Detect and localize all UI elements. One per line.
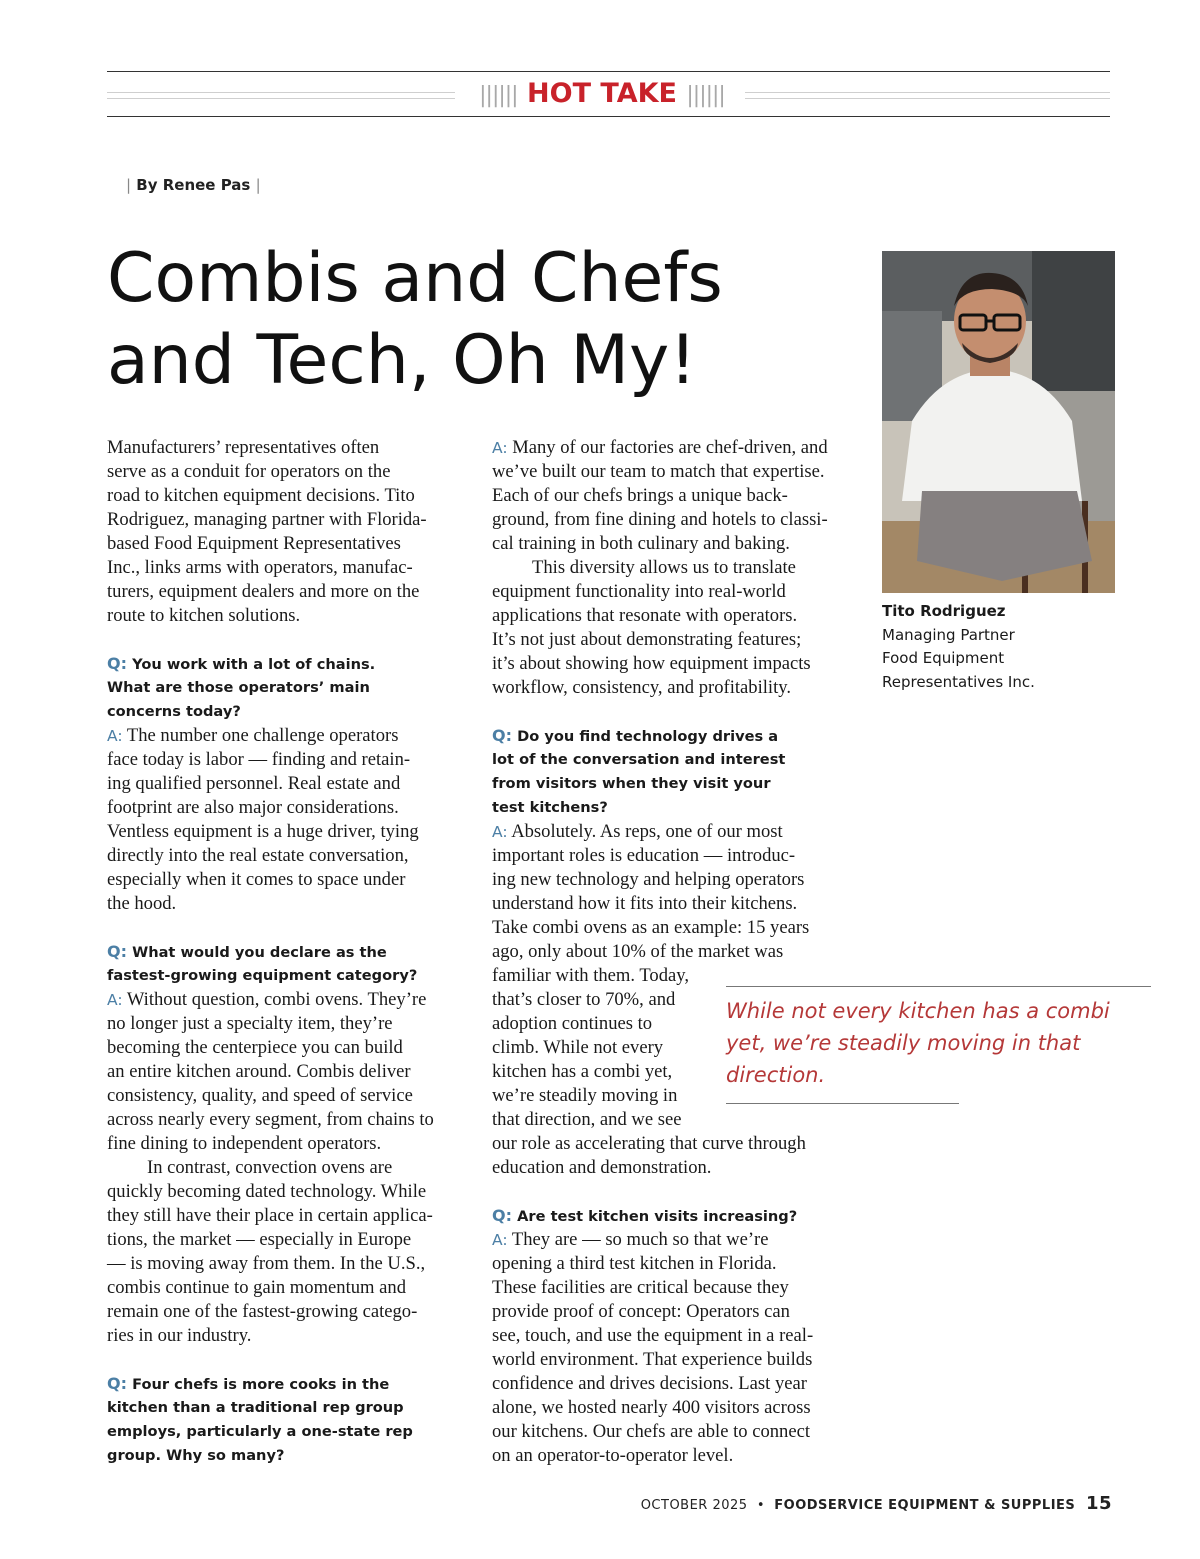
header-top-rule [107,71,1110,72]
answer-3: A: Many of our factories are chef-driven, and we’ve built our team to match that expertise. Each of our chefs brings a unique back- ground, from fine dining and hotels to classi- cal training in both culinary and baking. This diversity allows us to translate equipment functionality into real-world applications that resonate with operators. It’s not just about demonstrating features; it’s about showing how equipment impacts workflow, consistency, and profitability. [492,437,828,698]
question-4: Q: Do you find technology drives a lot of the conversation and interest from visitors when they visit your test kitchens? [492,726,786,816]
photo-caption [882,600,1112,694]
footer-bullet: • [756,1498,765,1513]
caption-company: Food Equipment [882,649,1005,667]
answer-marker: A: [492,439,508,457]
page-footer [641,1493,1112,1514]
question-marker: Q: [107,1374,127,1393]
section-label-text: HOT TAKE [527,78,677,109]
answer-marker: A: [107,727,123,745]
question-1: Q: You work with a lot of chains. What are those operators’ main concerns today? [107,654,376,720]
article-column-1 [107,436,467,1468]
header-stripe-left [107,92,455,99]
header-stripe-right [745,92,1110,99]
headline [107,238,847,402]
pull-quote-top-rule [726,986,1151,987]
page-number: 15 [1085,1493,1112,1514]
question-2: Q: What would you declare as the fastest-growing equipment category? [107,942,418,984]
portrait-photo [882,251,1115,593]
portrait-illustration [882,251,1115,593]
caption-name: Tito Rodriguez [882,602,1006,620]
footer-date: OCTOBER 2025 [640,1498,748,1513]
section-label [460,74,744,116]
question-3: Q: Four chefs is more cooks in the kitchen than a traditional rep group employs, particularly a one-state rep group. Why so many? [107,1374,413,1464]
headline-line: and Tech, Oh My! [107,321,697,400]
caption-title: Managing Partner [882,625,1015,644]
footer-magazine: FOODSERVICE EQUIPMENT & SUPPLIES [774,1498,1076,1513]
pull-quote: While not every kitchen has a combi yet, we’re steadily moving in that direction. [726,999,1110,1087]
answer-marker: A: [107,991,123,1009]
header-bottom-rule [107,116,1110,117]
question-marker: Q: [107,654,127,673]
answer-marker: A: [492,1231,508,1249]
answer-5: A: They are — so much so that we’re opening a third test kitchen in Florida. These facilities are critical because they provide proof of concept: Operators can see, touch, and use the equipment in a real- world environment. That experience builds confidence and drives decisions. Last year alone, we hosted nearly 400 visitors across our kitchens. Our chefs are able to connect on an operator-to-operator level. [492,1229,814,1466]
header-bars-right: |||||| [686,83,725,108]
question-marker: Q: [492,726,512,745]
header-bars-left: |||||| [479,83,518,108]
question-5: Q: Are test kitchen visits increasing? [492,1206,798,1225]
article-column-2 [492,436,852,1468]
answer-2: A: Without question, combi ovens. They’re no longer just a specialty item, they’re becoming the centerpiece you can build an entire kitchen around. Combis deliver consistency, quality, and speed of service across nearly every segment, from chains to fine dining to independent operators. In contrast, convection ovens are quickly becoming dated technology. While they still have their place in certain applica- tions, the market — especially in Europe — is moving away from them. In the U.S., combis continue to gain momentum and remain one of the fastest-growing catego- ries in our industry. [107,989,434,1346]
byline: | By Renee Pas | [126,176,261,194]
headline-line: Combis and Chefs [107,239,723,318]
byline-author: By Renee Pas [136,176,251,194]
caption-company: Representatives Inc. [882,672,1035,691]
answer-1: A: The number one challenge operators face today is labor — finding and retain- ing qualified personnel. Real estate and footprint are also major considerations. Ventless equipment is a huge driver, tying directly into the real estate conversation, especially when it comes to space under the hood. [107,725,419,914]
question-marker: Q: [107,942,127,961]
answer-4: A: Absolutely. As reps, one of our most important roles is education — introduc- ing new technology and helping operators understand how it fits into their kitchens. Take combi ovens as an example: 15 years ago, only about 10% of the market was familiar with them. Today, that’s closer to 70%, and adoption continues to climb. While not every kitchen has a combi yet, we’re steadily moving in that direction, and we see our role as accelerating that curve through education and demonstration. [492,821,810,1178]
intro-paragraph: Manufacturers’ representatives often serve as a conduit for operators on the road to kitchen equipment decisions. Tito Rodriguez, managing partner with Florida- based Food Equipment Representatives Inc., links arms with operators, manufac- turers, equipment dealers and more on the route to kitchen solutions. [107,437,427,626]
answer-marker: A: [492,823,508,841]
pull-quote-bottom-rule [726,1103,959,1104]
question-marker: Q: [492,1206,512,1225]
